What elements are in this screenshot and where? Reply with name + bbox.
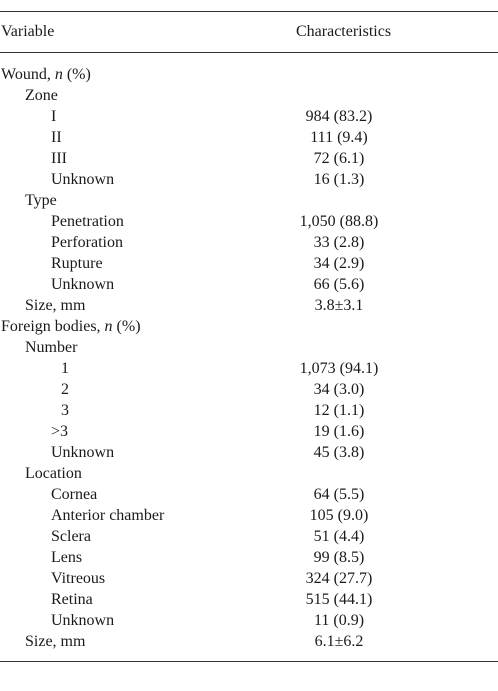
table-header-rule — [0, 52, 498, 53]
row-label-italic: n — [104, 318, 113, 335]
row-label — [61, 358, 69, 379]
table-row — [0, 127, 498, 148]
row-value: 6.1±6.2 — [314, 633, 364, 650]
table-row — [0, 631, 498, 652]
row-value: 12 (1.1) — [313, 402, 365, 419]
row-label-text: Size, mm — [25, 633, 86, 650]
table-bottom-rule — [0, 661, 498, 662]
row-label — [51, 169, 114, 190]
row-label — [51, 232, 123, 253]
table-row — [0, 400, 498, 421]
row-label — [61, 400, 69, 421]
row-label — [61, 379, 69, 400]
row-label-text: Rupture — [51, 255, 103, 272]
table-row — [0, 526, 498, 547]
table-row — [0, 85, 498, 106]
row-value: 34 (2.9) — [313, 255, 365, 272]
row-label — [51, 211, 124, 232]
row-label — [51, 568, 105, 589]
row-label — [1, 64, 91, 85]
row-label-text: Lens — [51, 549, 83, 566]
row-value: 111 (9.4) — [310, 129, 368, 146]
row-label — [51, 127, 62, 148]
row-label-text: 1 — [61, 360, 69, 377]
row-label — [51, 148, 67, 169]
row-label — [51, 253, 103, 274]
table-row — [0, 421, 498, 442]
row-label — [25, 337, 77, 358]
row-label-text: Vitreous — [51, 570, 106, 587]
table-top-rule — [0, 11, 498, 12]
row-value: 11 (0.9) — [313, 612, 365, 629]
table-row — [0, 589, 498, 610]
row-label-suffix: (%) — [112, 318, 141, 335]
row-label-text: Zone — [25, 87, 58, 104]
row-value: 34 (3.0) — [313, 381, 365, 398]
row-label-text: Unknown — [51, 444, 115, 461]
row-label-text: Retina — [51, 591, 93, 608]
table-row — [0, 463, 498, 484]
row-value: 324 (27.7) — [305, 570, 373, 587]
table-row — [0, 148, 498, 169]
table-row — [0, 568, 498, 589]
row-value: 19 (1.6) — [313, 423, 365, 440]
row-label-text: Number — [25, 339, 78, 356]
table-row — [0, 211, 498, 232]
row-value: 72 (6.1) — [313, 150, 365, 167]
table-row — [0, 505, 498, 526]
row-value: 984 (83.2) — [305, 108, 373, 125]
row-label-italic: n — [54, 66, 63, 83]
row-label-text: 2 — [61, 381, 69, 398]
table-row — [0, 64, 498, 85]
row-label-text: Size, mm — [25, 297, 86, 314]
table-row — [0, 169, 498, 190]
row-label-text: Type — [25, 192, 57, 209]
row-value: 1,050 (88.8) — [299, 213, 379, 230]
table-row — [0, 358, 498, 379]
table-header — [0, 23, 498, 45]
row-label-text: III — [51, 150, 67, 167]
row-value: 66 (5.6) — [313, 276, 365, 293]
row-label-text: Location — [25, 465, 82, 482]
row-label — [51, 421, 68, 442]
row-label-text: II — [51, 129, 62, 146]
row-label-text: I — [51, 108, 57, 125]
table-row — [0, 190, 498, 211]
row-label-text: Unknown — [51, 612, 115, 629]
row-label-suffix: (%) — [62, 66, 91, 83]
row-value: 1,073 (94.1) — [299, 360, 379, 377]
row-label — [51, 589, 93, 610]
row-value: 515 (44.1) — [305, 591, 373, 608]
table-row — [0, 442, 498, 463]
row-label-text: >3 — [51, 423, 69, 440]
row-label — [25, 295, 85, 316]
table-row — [0, 274, 498, 295]
table-row — [0, 610, 498, 631]
row-label-text: Penetration — [51, 213, 124, 230]
row-label-text: Perforation — [51, 234, 123, 251]
table-row — [0, 337, 498, 358]
row-label-text: 3 — [61, 402, 69, 419]
table-row — [0, 232, 498, 253]
table-body — [0, 64, 498, 652]
table-row — [0, 253, 498, 274]
row-label — [1, 316, 141, 337]
header-characteristics: Characteristics — [296, 23, 392, 40]
row-label-text: Sclera — [51, 528, 91, 545]
row-label — [25, 85, 58, 106]
row-label — [25, 190, 57, 211]
row-value: 64 (5.5) — [313, 486, 365, 503]
row-label-text: Unknown — [51, 171, 115, 188]
row-label — [51, 610, 114, 631]
row-label — [51, 274, 114, 295]
row-label — [25, 463, 82, 484]
row-label-text: Foreign bodies, — [1, 318, 105, 335]
row-value: 33 (2.8) — [313, 234, 365, 251]
row-label — [51, 106, 56, 127]
header-variable: Variable — [1, 23, 55, 40]
row-value: 16 (1.3) — [313, 171, 365, 188]
table-row — [0, 379, 498, 400]
row-label — [51, 505, 164, 526]
table-row — [0, 484, 498, 505]
row-label — [25, 631, 85, 652]
row-value: 3.8±3.1 — [314, 297, 364, 314]
row-label — [51, 484, 97, 505]
row-value: 99 (8.5) — [313, 549, 365, 566]
row-label-text: Wound, — [1, 66, 55, 83]
row-label-text: Unknown — [51, 276, 115, 293]
row-value: 51 (4.4) — [313, 528, 365, 545]
row-label — [51, 526, 91, 547]
table-row — [0, 316, 498, 337]
table-row — [0, 547, 498, 568]
row-label — [51, 442, 114, 463]
table-row — [0, 106, 498, 127]
row-value: 45 (3.8) — [313, 444, 365, 461]
row-value: 105 (9.0) — [309, 507, 369, 524]
row-label-text: Anterior chamber — [51, 507, 165, 524]
row-label-text: Cornea — [51, 486, 98, 503]
row-label — [51, 547, 82, 568]
table-row — [0, 295, 498, 316]
